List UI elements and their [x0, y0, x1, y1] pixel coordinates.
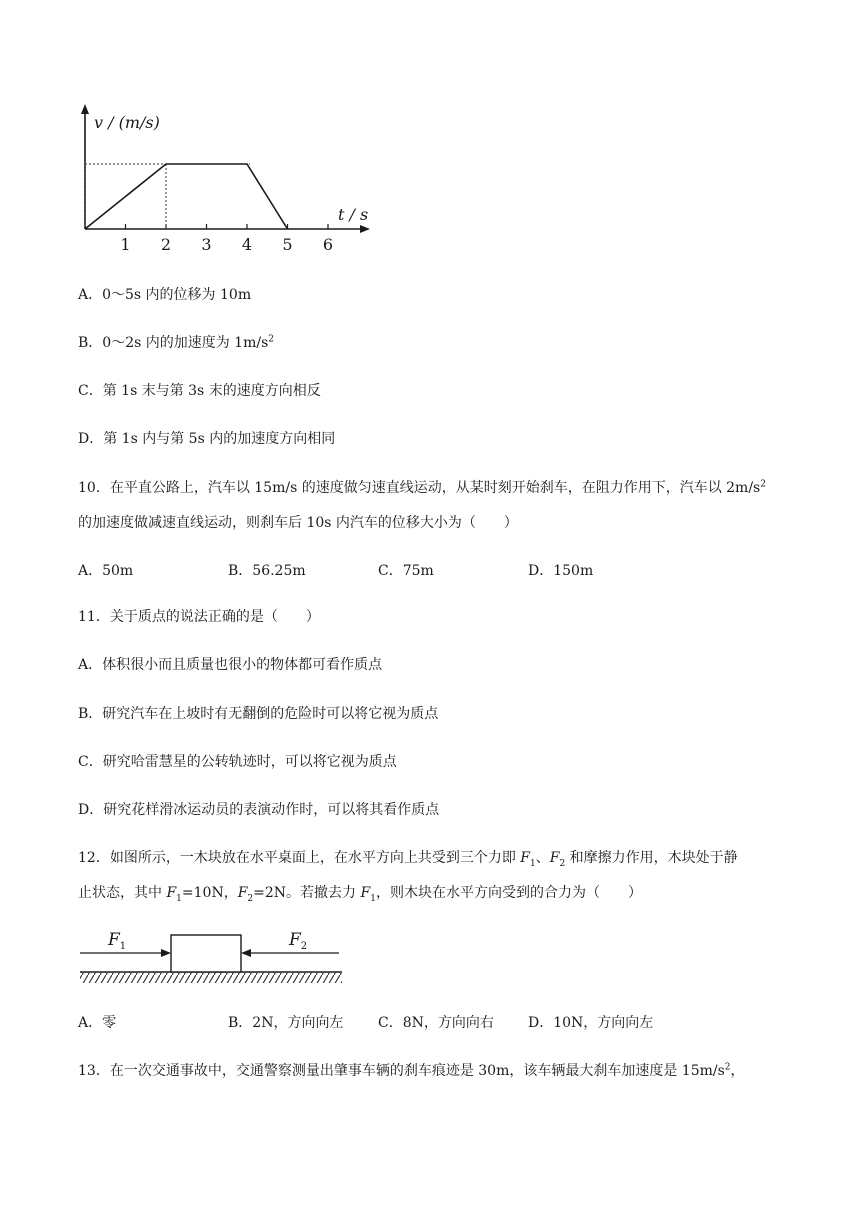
q13-stem-line1: 13．在一次交通事故中，交通警察测量出肇事车辆的刹车痕迹是 30m，该车辆最大刹车加速度是 $15m/s^2$， [78, 1062, 745, 1079]
q9-option-b: B．0～2s 内的加速度为 $1m/s^2$ [78, 334, 275, 351]
q9-option-c: C．第 1s 末与第 3s 末的速度方向相反 [78, 383, 321, 399]
block-force-diagram [76, 925, 356, 990]
q11-option-d: D．研究花样滑冰运动员的表演动作时，可以将其看作质点 [78, 802, 440, 818]
q12-option-c: C．8N，方向向右 [378, 1015, 494, 1031]
q10-option-b: B．56.25m [228, 563, 306, 579]
force-f2-arrowhead [241, 949, 251, 957]
q11-stem: 11．关于质点的说法正确的是（ ） [78, 609, 320, 625]
q12-option-b: B．2N，方向向左 [228, 1015, 344, 1031]
q9-option-a: A．0～5s 内的位移为 10m [78, 287, 252, 303]
force-f1-arrowhead [161, 949, 171, 957]
q10-stem-line1: 10．在平直公路上，汽车以 15m/s 的速度做匀速直线运动，从某时刻开始刹车，在阻力作用下，汽车以 $2m/s^2$ [78, 479, 766, 496]
x-tick-label: 4 [241, 235, 253, 254]
x-tick-label: 3 [201, 235, 212, 254]
x-tick-label: 6 [322, 235, 334, 254]
label-f1: $F_1$ [108, 930, 127, 952]
wooden-block [171, 935, 241, 972]
y-axis-label: v / (m/s) [94, 113, 160, 132]
y-axis-arrow [81, 104, 89, 114]
q12-stem-line1: 12．如图所示，一木块放在水平桌面上，在水平方向上共受到三个力即 $F_1$、$F_2$ 和摩擦力作用，木块处于静 [78, 850, 738, 869]
x-tick-label: 2 [160, 235, 172, 254]
q11-option-a: A．体积很小而且质量也很小的物体都可看作质点 [78, 657, 383, 673]
q12-option-a: A．零 [78, 1015, 117, 1031]
q10-stem-line2: 的加速度做减速直线运动，则刹车后 10s 内汽车的位移大小为（ ） [78, 515, 518, 531]
q10-option-d: D．150m [528, 563, 594, 579]
x-tick-label: 1 [120, 235, 131, 254]
x-axis-arrow [360, 225, 370, 233]
q9-option-d: D．第 1s 内与第 5s 内的加速度方向相同 [78, 431, 336, 447]
x-tick-label: 5 [282, 235, 293, 254]
q11-option-c: C．研究哈雷慧星的公转轨迹时，可以将它视为质点 [78, 754, 397, 770]
q10-option-c: C．75m [378, 563, 434, 579]
q12-option-d: D．10N，方向向左 [528, 1015, 654, 1031]
label-f2: $F_2$ [289, 930, 308, 952]
velocity-time-graph [60, 96, 380, 256]
q11-option-b: B．研究汽车在上坡时有无翻倒的危险时可以将它视为质点 [78, 706, 439, 722]
ground-hatching [80, 973, 342, 983]
q12-stem-line2: 止状态，其中 $F_1=10N$，$F_2=2N$。若撤去力 $F_1$，则木块在水平方向受到的合力为（ ） [78, 885, 642, 904]
vt-series-line [85, 164, 288, 229]
x-axis-label: t / s [338, 205, 369, 224]
q10-option-a: A．50m [78, 563, 134, 579]
